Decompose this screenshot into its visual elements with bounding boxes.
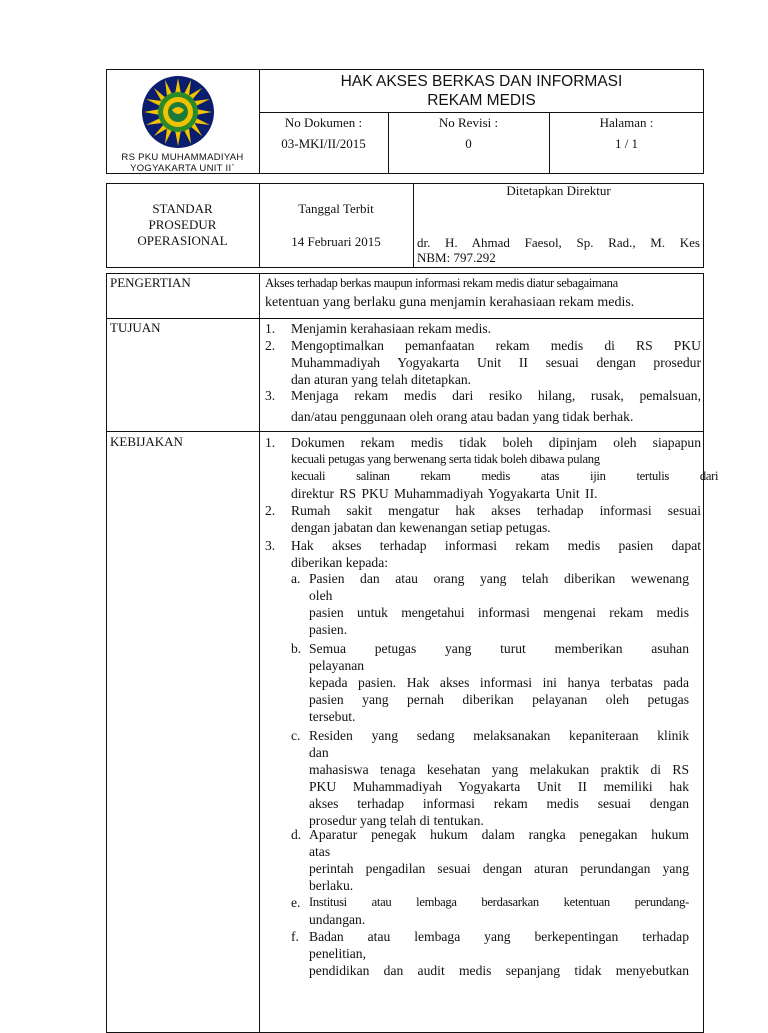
tanggal-terbit-label: Tanggal Terbit	[298, 201, 374, 216]
sop-label-line1: STANDAR	[152, 201, 213, 216]
tanggal-terbit-value: 14 Februari 2015	[291, 234, 381, 249]
no-dokumen-value: 03-MKI/II/2015	[281, 136, 366, 151]
director-name: dr. H. Ahmad Faesol, Sp. Rad., M. Kes	[417, 235, 700, 250]
pengertian-line2: ketentuan yang berlaku guna menjamin kerahasiaan rekam medis.	[265, 295, 635, 310]
ditetapkan-direktur: Ditetapkan Direktur	[506, 183, 611, 198]
sop-label-line3: OPERASIONAL	[137, 233, 228, 248]
hospital-name-line2: YOGYAKARTA UNIT II`	[130, 163, 235, 174]
director-nbm: NBM: 797.292	[417, 250, 496, 265]
sop-label-line2: PROSEDUR	[148, 217, 217, 232]
document-title-line2: REKAM MEDIS	[427, 92, 536, 109]
tujuan-label: TUJUAN	[110, 320, 161, 335]
halaman-label: Halaman :	[599, 115, 654, 130]
halaman-value: 1 / 1	[614, 136, 639, 151]
hospital-name-line1: RS PKU MUHAMMADIYAH	[121, 152, 244, 163]
pengertian-label: PENGERTIAN	[110, 275, 191, 290]
pengertian-line1: Akses terhadap berkas maupun informasi rekam medis diatur sebagaimana	[265, 276, 618, 290]
hospital-logo	[140, 74, 216, 150]
no-revisi-label: No Revisi :	[438, 115, 499, 130]
no-revisi-value: 0	[465, 136, 472, 151]
no-dokumen-label: No Dokumen :	[284, 115, 363, 130]
kebijakan-label: KEBIJAKAN	[110, 434, 183, 449]
document-title-line1: HAK AKSES BERKAS DAN INFORMASI	[340, 73, 623, 90]
